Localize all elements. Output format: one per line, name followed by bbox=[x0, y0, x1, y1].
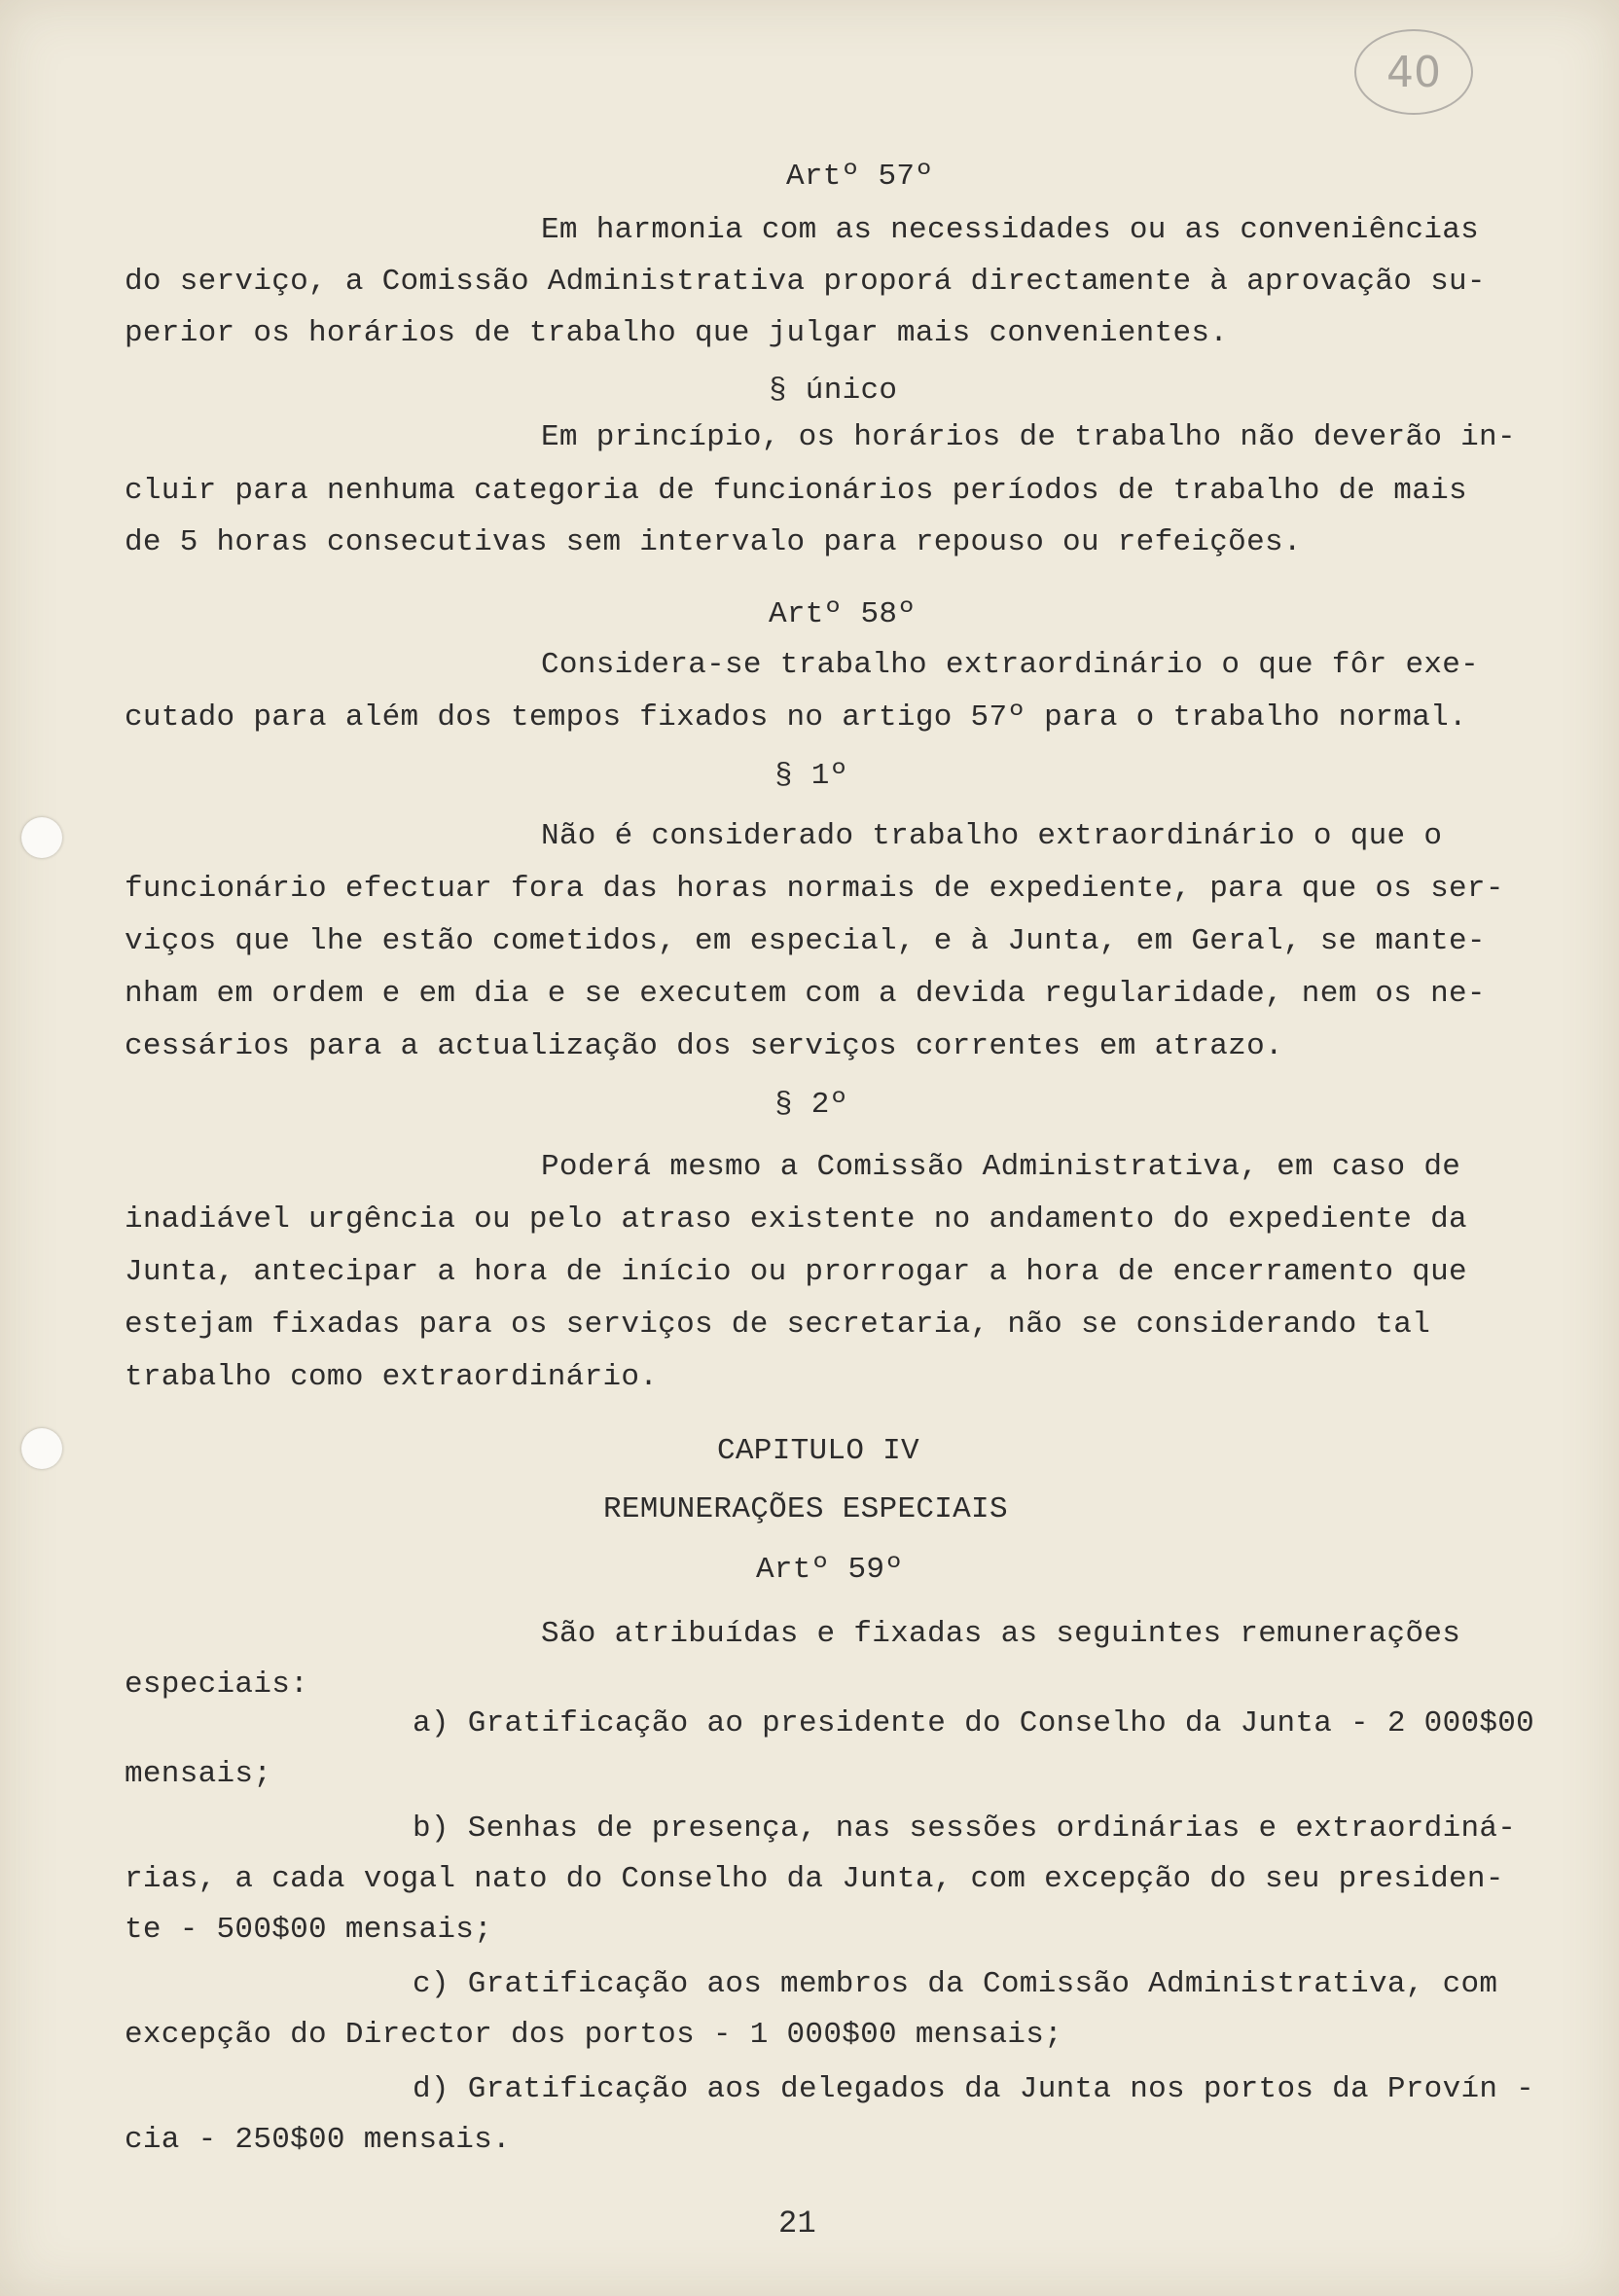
text-line: inadiável urgência ou pelo atraso existente no andamento do expediente da bbox=[125, 1202, 1467, 1237]
text-line: Não é considerado trabalho extraordinário o que o bbox=[541, 819, 1443, 853]
text-line: te - 500$00 mensais; bbox=[125, 1913, 493, 1947]
chapter-number: CAPITULO IV bbox=[717, 1434, 919, 1468]
text-line: nham em ordem e em dia e se executem com a devida regularidade, nem os ne- bbox=[125, 977, 1486, 1011]
text-line: cluir para nenhuma categoria de funcionários períodos de trabalho de mais bbox=[125, 474, 1467, 508]
text-line: cessários para a actualização dos serviços correntes em atrazo. bbox=[125, 1029, 1283, 1063]
article-57-heading: Artº 57º bbox=[786, 160, 934, 194]
item-b: b) Senhas de presença, nas sessões ordinárias e extraordiná- bbox=[413, 1812, 1517, 1846]
text-line: excepção do Director dos portos - 1 000$00 mensais; bbox=[125, 2018, 1063, 2052]
text-line: Em harmonia com as necessidades ou as conveniências bbox=[541, 213, 1480, 247]
paragraph-2-heading: § 2º bbox=[774, 1088, 848, 1122]
page-number: 21 bbox=[778, 2206, 817, 2242]
text-line: Junta, antecipar a hora de início ou prorrogar a hora de encerramento que bbox=[125, 1255, 1467, 1289]
text-line: do serviço, a Comissão Administrativa proporá directamente à aprovação su- bbox=[125, 265, 1486, 299]
page-stamp: 40 bbox=[1354, 29, 1473, 115]
paragraph-1-heading: § 1º bbox=[774, 759, 848, 793]
article-58-heading: Artº 58º bbox=[769, 597, 917, 631]
text-line: estejam fixadas para os serviços de secretaria, não se considerando tal bbox=[125, 1308, 1431, 1342]
text-line: perior os horários de trabalho que julgar mais convenientes. bbox=[125, 316, 1229, 350]
text-line: mensais; bbox=[125, 1757, 272, 1791]
text-line: Em princípio, os horários de trabalho não deverão in- bbox=[541, 420, 1516, 454]
text-line: cutado para além dos tempos fixados no artigo 57º para o trabalho normal. bbox=[125, 700, 1467, 735]
article-59-heading: Artº 59º bbox=[756, 1553, 904, 1587]
text-line: trabalho como extraordinário. bbox=[125, 1360, 659, 1394]
text-line: funcionário efectuar fora das horas normais de expediente, para que os ser- bbox=[125, 872, 1504, 906]
text-line: cia - 250$00 mensais. bbox=[125, 2123, 511, 2157]
text-line: viços que lhe estão cometidos, em especial, e à Junta, em Geral, se mante- bbox=[125, 924, 1486, 958]
text-line: especiais: bbox=[125, 1668, 309, 1702]
item-c: c) Gratificação aos membros da Comissão Administrativa, com bbox=[413, 1967, 1498, 2001]
punch-hole bbox=[21, 1428, 62, 1469]
text-line: Poderá mesmo a Comissão Administrativa, em caso de bbox=[541, 1150, 1461, 1184]
chapter-title: REMUNERAÇÕES ESPECIAIS bbox=[603, 1492, 1008, 1526]
paragraph-unico-heading: § único bbox=[769, 374, 898, 408]
item-a: a) Gratificação ao presidente do Conselho da Junta - 2 000$00 bbox=[413, 1706, 1535, 1740]
punch-hole bbox=[21, 817, 62, 858]
text-line: de 5 horas consecutivas sem intervalo para repouso ou refeições. bbox=[125, 525, 1302, 559]
item-d: d) Gratificação aos delegados da Junta nos portos da Provín - bbox=[413, 2072, 1535, 2106]
text-line: rias, a cada vogal nato do Conselho da Junta, com excepção do seu presiden- bbox=[125, 1862, 1504, 1896]
text-line: São atribuídas e fixadas as seguintes remunerações bbox=[541, 1617, 1461, 1651]
text-line: Considera-se trabalho extraordinário o que fôr exe- bbox=[541, 648, 1480, 682]
